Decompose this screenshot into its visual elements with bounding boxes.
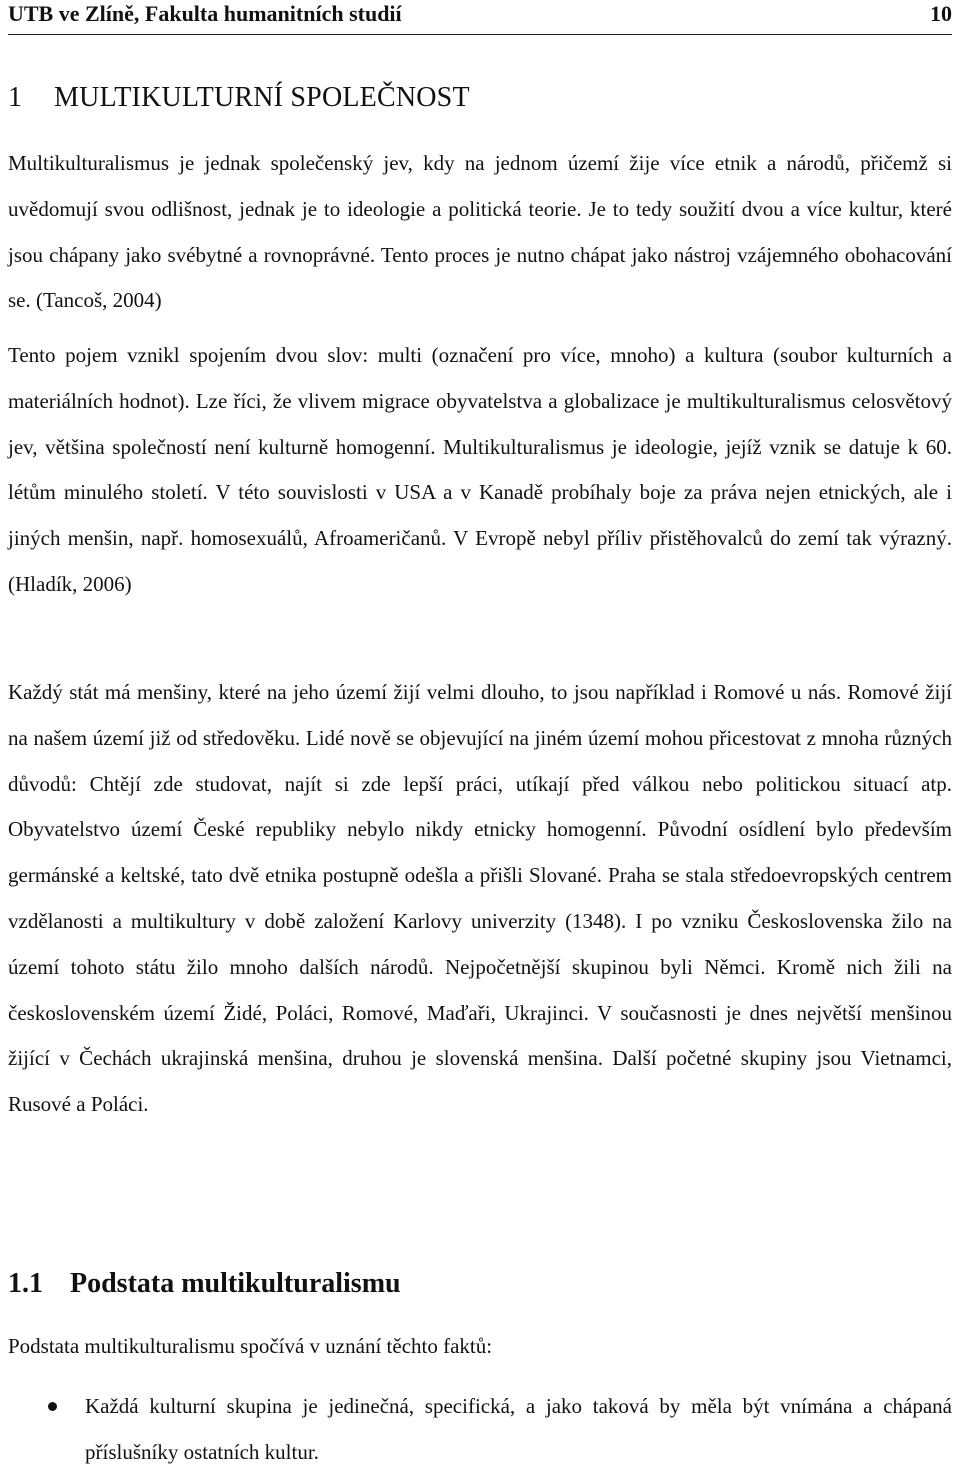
bullet-list (8, 1384, 952, 1476)
paragraph-1: Multikulturalismus je jednak společenský jev, kdy na jednom území žije více etnik a národů, přičemž si uvědomují svou odlišnost, jednak je to ideologie a politická teorie. Je to tedy soužití dvou a více kultur, které jsou chápany jako svébytné a rovnoprávné. Tento proces je nutno chápat jako nástroj vzájemného obohacování se. (Tancoš, 2004) (8, 151, 952, 313)
header-page-number: 10 (930, 1, 952, 26)
section-title: Podstata multikulturalismu (70, 1268, 401, 1299)
header-institution: UTB ve Zlíně, Fakulta humanitních studií (8, 1, 402, 26)
paragraph-2: Tento pojem vznikl spojením dvou slov: multi (označení pro více, mnoho) a kultura (soubor kulturních a materiálních hodnot). Lze říci, že vlivem migrace obyvatelstva a globalizace je multikulturalismus celosvětový jev, většina společností není kulturně homogenní. Multikulturalismus je ideologie, jejíž vznik se datuje k 60. létům minulého století. V této souvislosti v USA a v Kanadě probíhaly boje za práva nejen etnických, ale i jiných menšin, např. homosexuálů, Afroameričanů. V Evropě nebyl příliv přistěhovalců do zemí tak výrazný. (Hladík, 2006) (8, 343, 952, 596)
section-intro: Podstata multikulturalismu spočívá v uznání těchto faktů: (8, 1334, 493, 1358)
section-number: 1.1 (8, 1268, 43, 1299)
chapter-number: 1 (8, 82, 23, 113)
list-item-text: Každá kulturní skupina je jedinečná, specifická, a jako taková by měla být vnímána a chápaná příslušníky ostatních kultur. (85, 1394, 952, 1464)
list-item (8, 1384, 952, 1476)
chapter-title: MULTIKULTURNÍ SPOLEČNOST (54, 82, 470, 113)
paragraph-3: Každý stát má menšiny, které na jeho území žijí velmi dlouho, to jsou například i Romové u nás. Romové žijí na našem území již od středověku. Lidé nově se objevující na jiném území mohou přicestovat z mnoha různých důvodů: Chtějí zde studovat, najít si zde lepší práci, utíkají před válkou nebo politickou situací atp. Obyvatelstvo území České republiky nebylo nikdy etnicky homogenní. Původní osídlení bylo především germánské a keltské, tato dvě etnika postupně odešla a přišli Slované. Praha se stala středoevropských centrem vzdělanosti a multikultury v době založení Karlovy univerzity (1348). I po vzniku Československa žilo na území tohoto státu žilo mnoho dalších národů. Nejpočetnější skupinou byli Němci. Kromě nich žili na československém území Židé, Poláci, Romové, Maďaři, Ukrajinci. V současnosti je dnes největší menšinou žijící v Čechách ukrajinská menšina, druhou je slovenská menšina. Další početné skupiny jsou Vietnamci, Rusové a Poláci. (8, 680, 952, 1117)
section-heading (8, 1266, 401, 1302)
chapter-heading (8, 80, 470, 116)
bullet-icon (48, 1402, 57, 1411)
running-header (8, 0, 952, 35)
